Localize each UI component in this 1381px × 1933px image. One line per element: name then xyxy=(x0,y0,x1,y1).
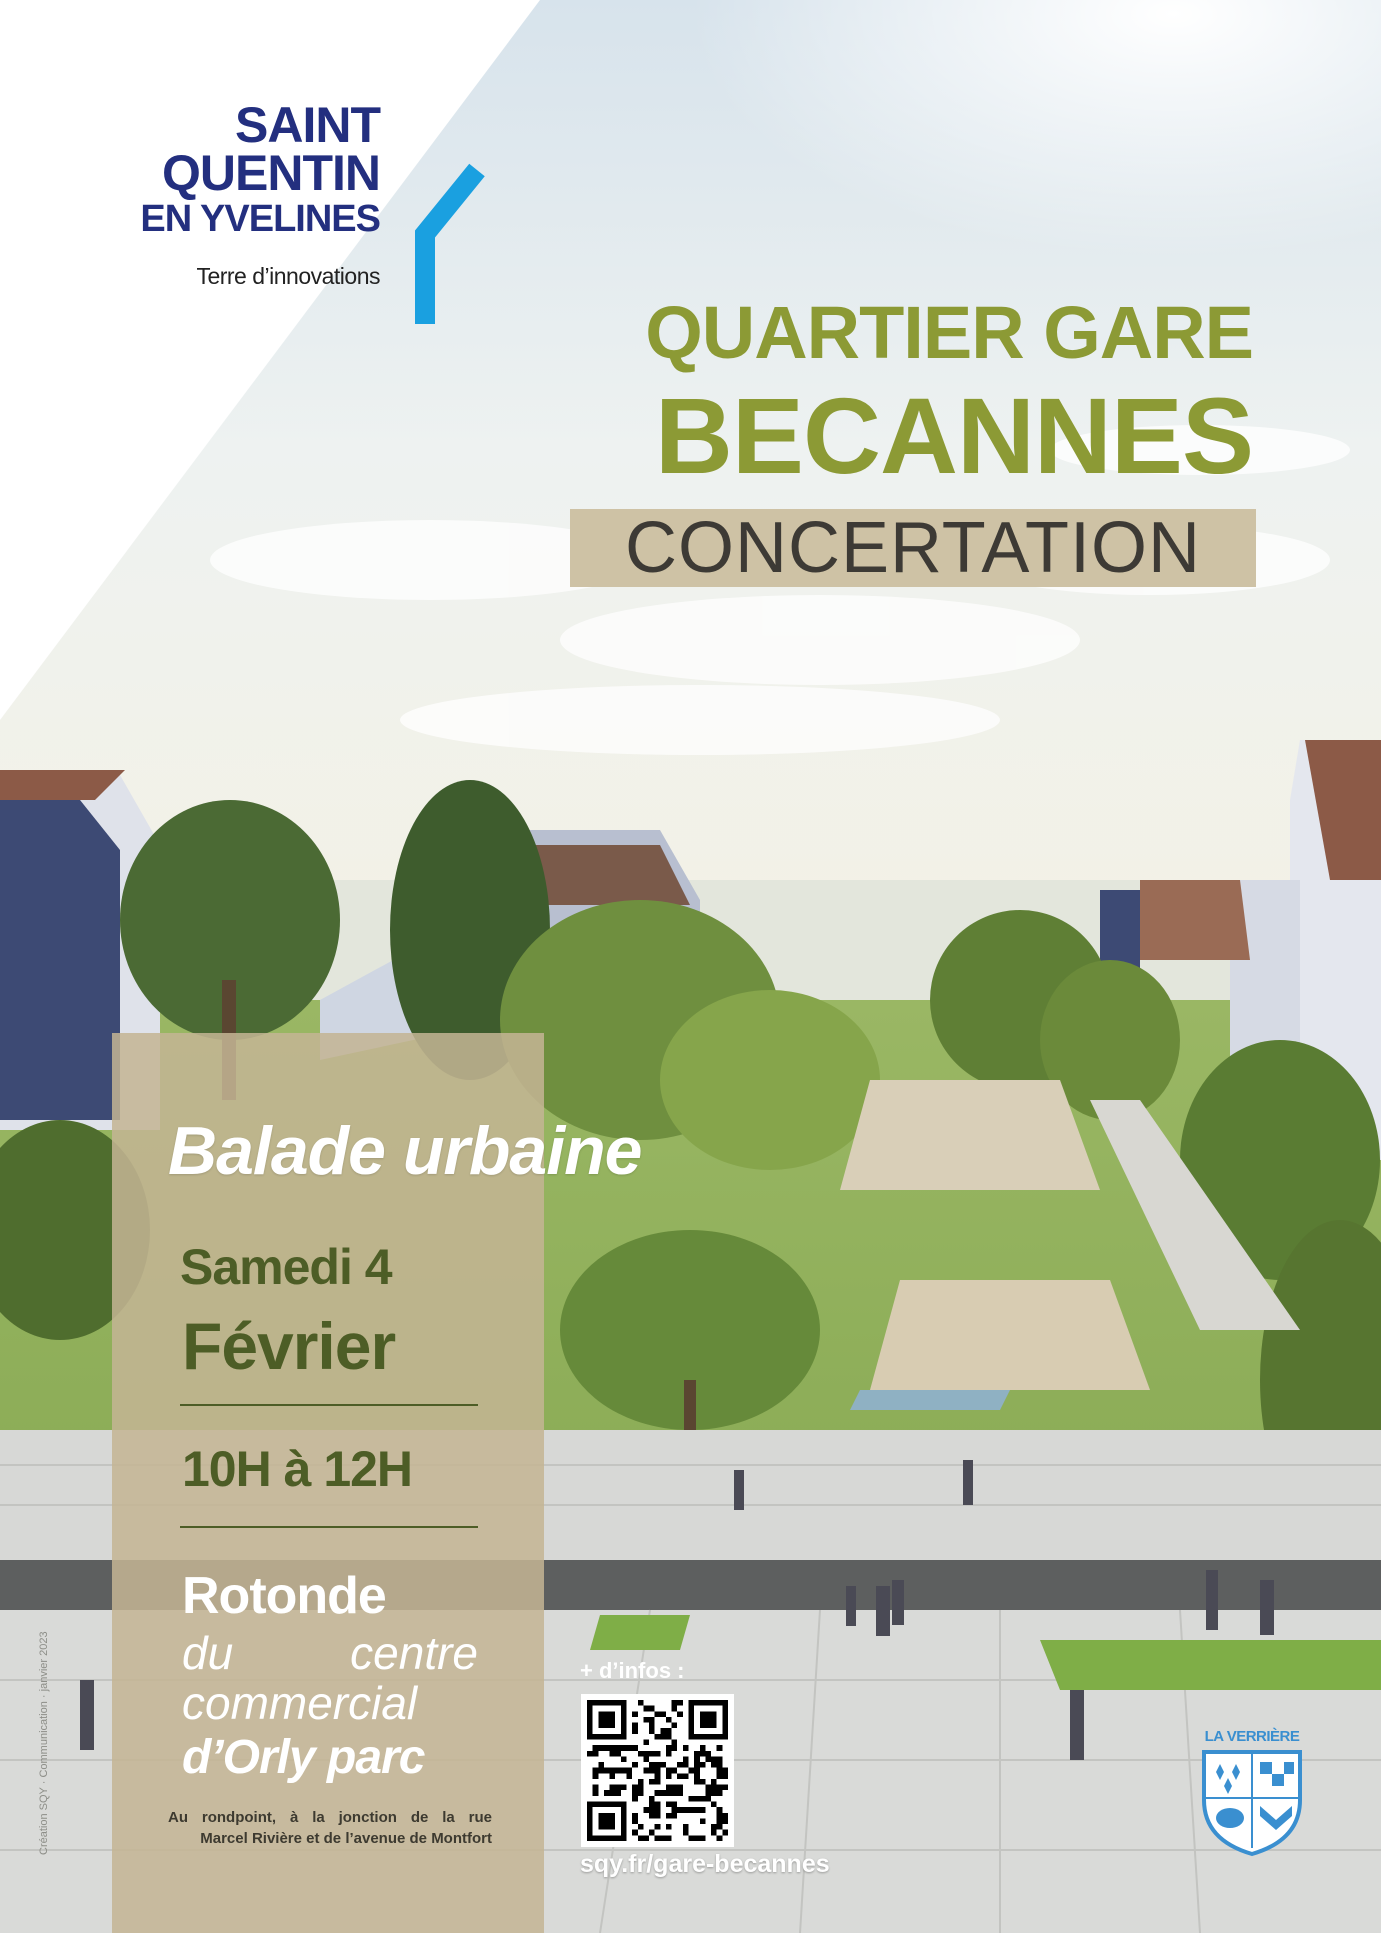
brand-name-line-2: QUENTIN xyxy=(162,145,380,201)
divider xyxy=(180,1526,478,1528)
page-title-line-1: QUARTIER GARE xyxy=(645,291,1253,374)
event-place-line-3: commercial xyxy=(182,1677,418,1729)
event-day: Samedi 4 xyxy=(180,1239,392,1295)
info-label: + d’infos : xyxy=(580,1658,685,1683)
partner-name: LA VERRIÈRE xyxy=(1204,1728,1300,1745)
event-month: Février xyxy=(182,1309,396,1383)
brand-logo xyxy=(95,97,495,330)
event-time: 10H à 12H xyxy=(182,1441,413,1497)
qr-code[interactable] xyxy=(581,1694,734,1847)
subtitle-banner xyxy=(570,509,1256,587)
info-link[interactable]: sqy.fr/gare-becannes xyxy=(580,1850,830,1878)
partner-logo xyxy=(1198,1728,1306,1858)
page-title-line-2: BECANNES xyxy=(654,375,1253,496)
event-place-line-2: du centre xyxy=(182,1627,478,1679)
event-address-line-2: Marcel Rivière et de l’avenue de Montfort xyxy=(200,1830,492,1847)
partner-crest-icon xyxy=(1198,1748,1306,1858)
brand-name-line-3: EN YVELINES xyxy=(140,198,380,240)
brand-name-line-1: SAINT xyxy=(235,97,380,153)
event-place-line-1: Rotonde xyxy=(182,1567,386,1625)
image-credit: Création SQY · Communication · janvier 2023 xyxy=(38,1631,50,1855)
divider xyxy=(180,1404,478,1406)
event-name: Balade urbaine xyxy=(168,1113,642,1189)
page-subtitle: CONCERTATION xyxy=(624,508,1201,588)
event-address-line-1: Au rondpoint, à la jonction de la rue xyxy=(168,1809,492,1826)
event-place-line-4: d’Orly parc xyxy=(182,1731,425,1784)
brand-chevron-mark xyxy=(385,162,495,332)
brand-tagline: Terre d’innovations xyxy=(196,263,380,289)
